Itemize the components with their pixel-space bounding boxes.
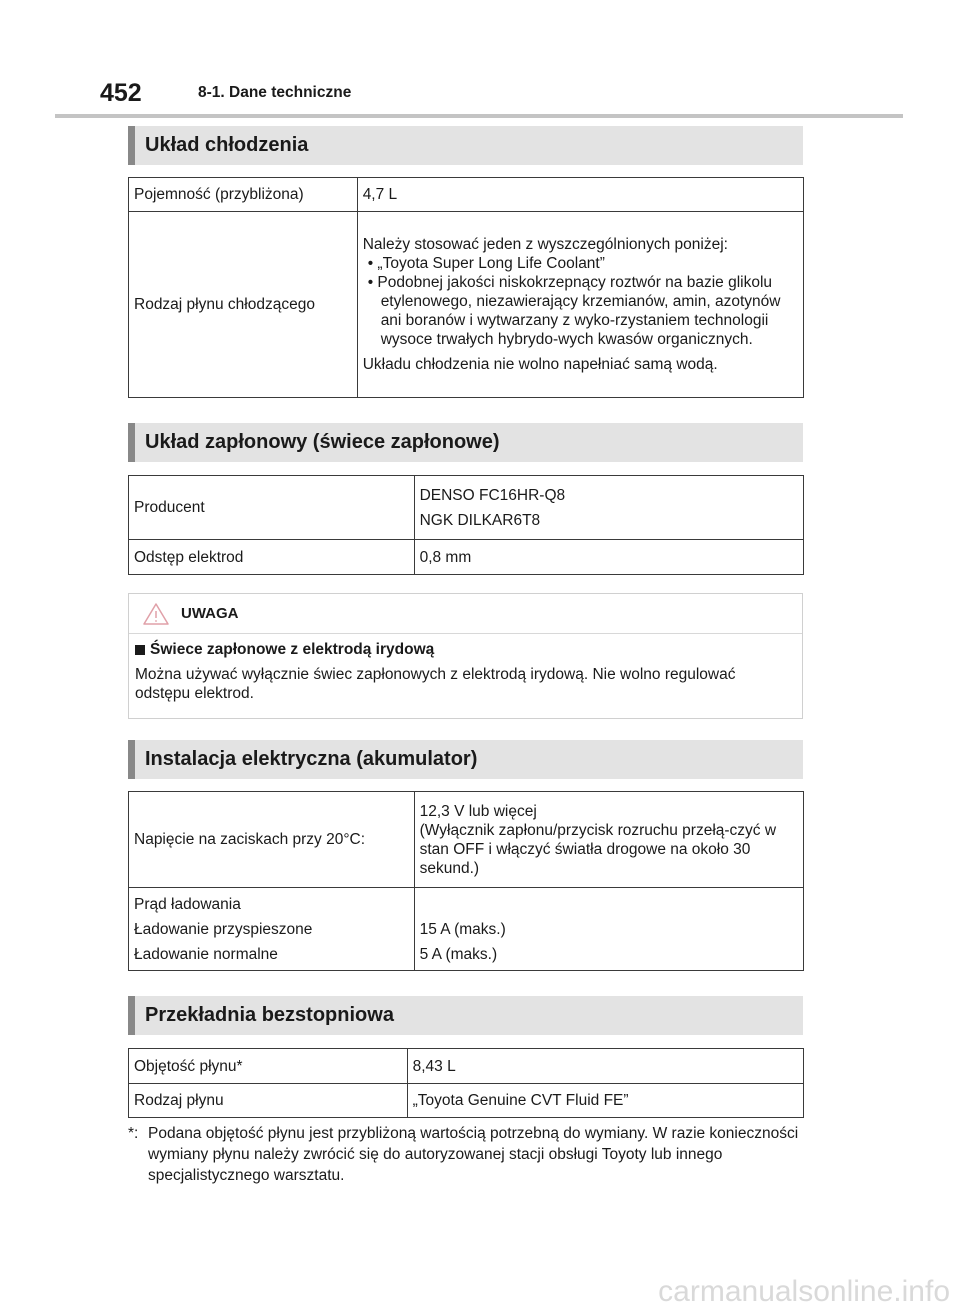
fluid-volume-label: Objętość płynu*: [129, 1049, 408, 1084]
footnote-mark: *:: [128, 1125, 139, 1142]
cooling-table: [128, 177, 804, 398]
chapter-title: 8-1. Dane techniczne: [198, 84, 352, 101]
coolant-note: Układu chłodzenia nie wolno napełniać samą wodą.: [362, 356, 718, 373]
fluid-volume-value: 8,43 L: [407, 1049, 803, 1084]
producer-value-1: DENSO FC16HR-Q8: [419, 486, 566, 504]
voltage-value-1: 12,3 V lub więcej: [419, 802, 537, 820]
footnote: [128, 1123, 808, 1186]
ignition-table: [128, 475, 804, 575]
voltage-label: Napięcie na zaciskach przy 20°C:: [129, 792, 415, 888]
charging-values: [414, 888, 803, 971]
page-number: 452: [100, 78, 142, 107]
producer-label: Producent: [129, 476, 415, 540]
table-row: [129, 476, 804, 540]
coolant-bullet-1: „Toyota Super Long Life Coolant”: [377, 255, 605, 272]
charging-label: Prąd ładowania: [134, 895, 241, 913]
coolant-bullet-2: Podobnej jakości niskokrzepnący roztwór na bazie glikolu etylenowego, niezawierający krzemianów, amin, azotynów ani boranów i wytwarzany z wyko-rzystaniem technologii wysoce trwałych hybrydo-wych kwasów organicznych.: [377, 274, 781, 348]
voltage-value-2: (Wyłącznik zapłonu/przycisk rozruchu przełą-czyć w stan OFF i włączyć światła drogowe na około 30 sekund.): [419, 821, 777, 877]
list-item: • „Toyota Super Long Life Coolant”: [367, 255, 605, 272]
coolant-label: Rodzaj płynu chłodzącego: [129, 212, 358, 398]
table-row: [129, 212, 804, 398]
caution-text: Można używać wyłącznie świec zapłonowych z elektrodą irydową. Nie wolno regulować odstępu elektrod.: [135, 666, 736, 702]
caution-box: [128, 593, 803, 719]
capacity-label: Pojemność (przybliżona): [129, 178, 358, 212]
section-title-cvt: Przekładnia bezstopniowa: [128, 996, 803, 1035]
fast-charging-value: 15 A (maks.): [419, 920, 506, 938]
footnote-text: Podana objętość płynu jest przybliżoną wartością potrzebną do wymiany. W razie konieczności wymiany płynu należy zwrócić się do autoryzowanej stacji obsługi Toyoty lub innego specjalistycznego warsztatu.: [148, 1125, 799, 1184]
normal-charging-value: 5 A (maks.): [419, 945, 498, 963]
list-item: • Podobnej jakości niskokrzepnący roztwór na bazie glikolu etylenowego, niezawierający krzemianów, amin, azotynów ani boranów i wytwarzany z wyko-rzystaniem technologii wysoce trwałych hybrydo-wych kwasów organicznych.: [367, 274, 781, 348]
voltage-value: [414, 792, 803, 888]
fluid-type-value: „Toyota Genuine CVT Fluid FE”: [407, 1084, 803, 1118]
producer-value-2: NGK DILKAR6T8: [419, 511, 541, 529]
section-title-ignition: Układ zapłonowy (świece zapłonowe): [128, 423, 803, 462]
table-row: [129, 792, 804, 888]
capacity-value: 4,7 L: [357, 178, 803, 212]
electrical-table: [128, 791, 804, 971]
table-row: [129, 1084, 804, 1118]
header-rule: [55, 114, 903, 118]
charging-labels: [129, 888, 415, 971]
table-row: [129, 888, 804, 971]
caution-subtitle-row: [135, 641, 434, 659]
caution-header: [129, 594, 802, 634]
section-title-electrical: Instalacja elektryczna (akumulator): [128, 740, 803, 779]
square-bullet-icon: [135, 645, 145, 655]
gap-value: 0,8 mm: [414, 540, 803, 575]
section-title-cooling: Układ chłodzenia: [128, 126, 803, 165]
page-header: [100, 74, 351, 112]
table-row: [129, 540, 804, 575]
caution-title: UWAGA: [181, 605, 239, 622]
normal-charging-label: Ładowanie normalne: [134, 945, 278, 963]
table-row: [129, 1049, 804, 1084]
gap-label: Odstęp elektrod: [129, 540, 415, 575]
producer-value: [414, 476, 803, 540]
watermark: carmanualsonline.info: [658, 1275, 950, 1308]
coolant-value: [357, 212, 803, 398]
table-row: [129, 178, 804, 212]
fluid-type-label: Rodzaj płynu: [129, 1084, 408, 1118]
fast-charging-label: Ładowanie przyspieszone: [134, 920, 313, 938]
warning-triangle-icon: [143, 602, 169, 626]
cvt-table: [128, 1048, 804, 1118]
coolant-intro: Należy stosować jeden z wyszczególnionych poniżej:: [362, 236, 728, 253]
caution-subtitle: Świece zapłonowe z elektrodą irydową: [150, 641, 435, 658]
